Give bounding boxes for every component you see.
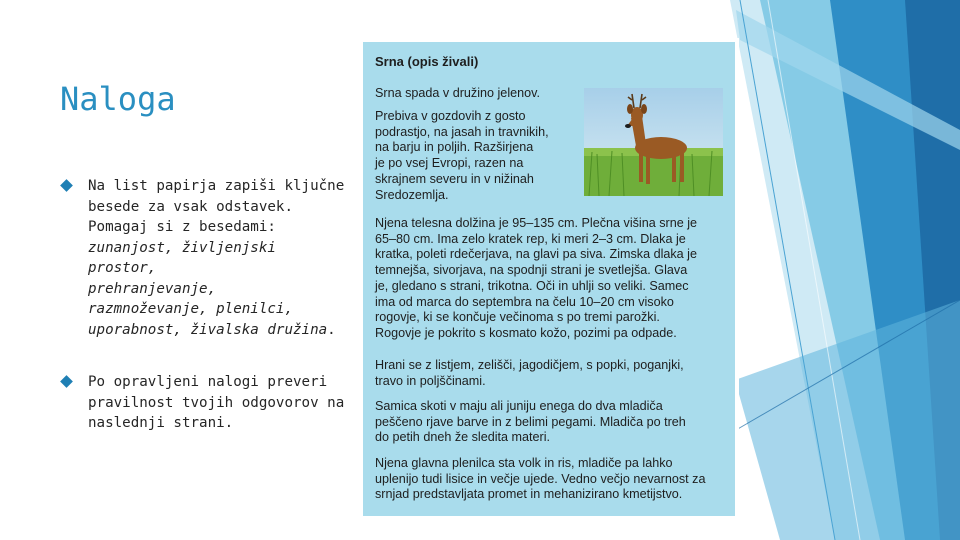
slide-title: Naloga xyxy=(60,80,176,118)
info-card xyxy=(359,38,739,520)
info-card-body xyxy=(363,42,735,516)
bullet-item-check xyxy=(60,372,350,434)
card-line: na barju in poljih. Razširjena xyxy=(375,140,534,155)
bullet-line: Na list papirja zapiši ključne xyxy=(88,178,345,194)
card-line: Hrani se z listjem, zelišči, jagodičjem, s popki, poganjki, xyxy=(375,358,684,372)
card-paragraph-family xyxy=(375,86,540,102)
card-title: Srna (opis živali) xyxy=(375,54,479,69)
card-line: Srna spada v družino jelenov. xyxy=(375,86,540,100)
card-line: peščeno rjave barve in z belimi pegami. Mladiča po treh xyxy=(375,414,686,429)
bullet-item-keywords xyxy=(60,176,350,340)
card-line: srnjad predstavljata promet in mehanizirano kmetijstvo. xyxy=(375,487,683,502)
bullet-list xyxy=(60,176,350,434)
diamond-bullet-icon xyxy=(60,375,73,388)
keyword-line: razmnoževanje, plenilci, xyxy=(88,301,293,317)
keyword-line: zunanjost, življenjski prostor, xyxy=(88,239,276,276)
card-line: podrastjo, na jasah in travnikih, xyxy=(375,124,549,139)
card-paragraph-food xyxy=(375,358,684,389)
card-paragraph-habitat xyxy=(375,109,549,203)
bullet-line: naslednji strani. xyxy=(88,415,234,431)
card-line: travo in poljščinami. xyxy=(375,373,486,388)
card-paragraph-reproduction xyxy=(375,399,686,446)
keyword-line: prehranjevanje, xyxy=(88,280,217,297)
keyword-text: uporabnost, živalska družina xyxy=(88,321,328,338)
card-line: rogovje, ki se končuje večinoma s po tremi parožki. xyxy=(375,310,660,325)
card-line: skrajnem severu in v nižinah xyxy=(375,171,534,186)
card-line: Rogovje je pokrito s kosmato kožo, pozimi pa odpade. xyxy=(375,325,677,340)
card-line: Njena glavna plenilca sta volk in ris, mladiče pa lahko xyxy=(375,456,673,470)
end-punctuation: . xyxy=(327,321,336,338)
bullet-line: pravilnost tvojih odgovorov na xyxy=(88,394,345,411)
card-line: je po vsej Evropi, razen na xyxy=(375,156,524,171)
bullet-line: Po opravljeni nalogi preveri xyxy=(88,374,328,390)
card-paragraph-predators xyxy=(375,456,705,503)
card-line: do petih dneh že sledita materi. xyxy=(375,430,551,445)
card-line: Samica skoti v maju ali juniju enega do dva mladiča xyxy=(375,399,663,413)
card-line: uplenijo tudi lisice in večje ujede. Vedno večjo nevarnost za xyxy=(375,471,706,486)
card-line: Njena telesna dolžina je 95–135 cm. Plečna višina srne je xyxy=(375,216,698,230)
keyword-line-last xyxy=(88,320,350,341)
card-line: 65–80 cm. Ima zelo kratek rep, ki meri 2–3 cm. Dlaka je xyxy=(375,231,686,246)
diamond-bullet-icon xyxy=(60,179,73,192)
card-line: Prebiva v gozdovih z gosto xyxy=(375,109,526,123)
card-line: ima od marca do septembra na čelu 10–20 cm visoko xyxy=(375,294,674,309)
card-line: je, gledano s strani, trikotna. Oči in uhlji so veliki. Samec xyxy=(375,278,689,293)
deer-photo xyxy=(584,88,723,196)
card-line: Sredozemlja. xyxy=(375,187,449,202)
card-paragraph-appearance xyxy=(375,216,697,342)
card-line: temnejša, sivorjava, na spodnji strani je svetlejša. Glava xyxy=(375,263,688,278)
bullet-line: besede za vsak odstavek. xyxy=(88,198,293,215)
bullet-line: Pomagaj si z besedami: xyxy=(88,219,276,235)
card-line: kratka, poleti rdečerjava, na glavi pa siva. Zimska dlaka je xyxy=(375,247,697,262)
